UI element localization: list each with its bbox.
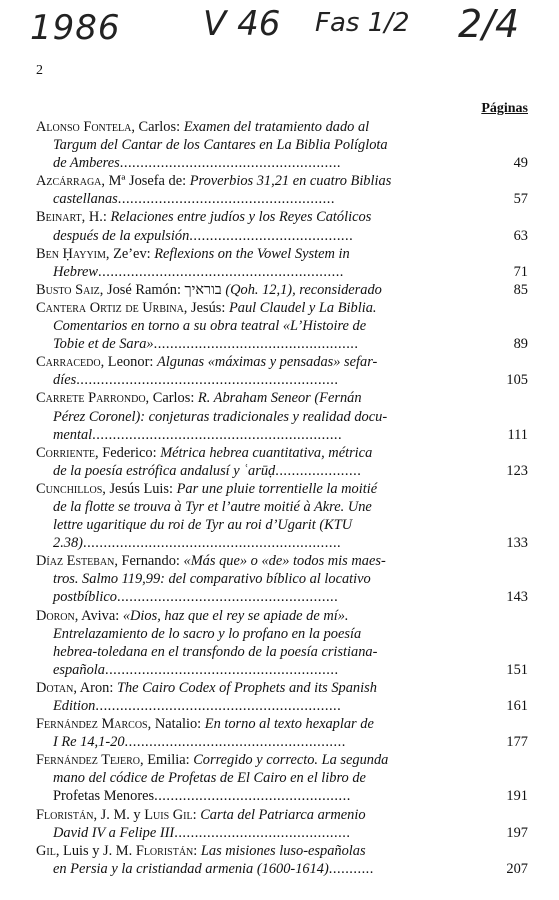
dot-leader: ........................................... [174,824,351,841]
toc-entry-line [36,245,484,263]
entry-title: «Más que» o «de» todos mis maes- [183,553,386,570]
entry-text: , Carlos: [131,119,184,135]
entry-title: de Amberes [53,155,120,172]
toc-entry [36,679,528,715]
entry-text: , Luis y J. M. [55,842,136,859]
toc-entry-line [36,498,484,516]
entry-page-number: 105 [506,372,528,389]
entry-text: , Aviva: [74,607,123,624]
toc-entry [36,208,528,244]
dot-leader: ..................................................... [117,191,335,208]
toc-entry-line [36,643,484,661]
toc-entry-line [36,426,484,444]
entry-title: The Cairo Codex of Prophets and its Spanish [116,679,377,696]
entry-author: Floristán [135,842,194,859]
toc-entry-line [36,787,484,805]
toc-entry-line [36,607,484,625]
toc-entry-line [36,661,484,679]
entry-title: I Re 14,1-20 [53,734,125,751]
entry-author: Alonso Fontela [36,119,132,135]
pages-column-header: Páginas [481,101,528,116]
entry-page-number: 111 [507,426,528,443]
handwritten-annotation [0,2,559,62]
toc-entry-line [36,136,484,154]
toc-entry [36,299,528,353]
dot-leader: ........... [328,860,374,877]
toc-entry-line [36,552,484,570]
entry-title: de la flotte se trouva à Tyr et l’autre moitié à Akre. Une [53,498,372,515]
toc-entry [36,715,528,751]
entry-author: Carracedo [36,354,101,371]
toc-entry-line [36,299,484,317]
toc-entry [36,281,528,299]
toc-entry-line [36,751,484,769]
entry-title: díes [53,372,77,389]
entry-author: Azcárraga [36,173,102,190]
dot-leader: ...................................................... [124,734,346,751]
handwritten-fraction: 2/4 [458,2,520,46]
entry-text: : [192,806,201,823]
entry-title: después de la expulsión [53,227,190,244]
entry-text: , Aron: [73,679,117,696]
toc-entry-line [36,769,484,787]
entry-text: Profetas Menores [53,788,155,805]
toc-entry [36,480,528,552]
toc-entry-line [36,534,484,552]
entry-title: mental [53,426,93,443]
entry-title: postbíblico [53,589,117,606]
toc-entry-line [36,353,484,371]
entry-title: lettre ugaritique du roi de Tyr au roi d’Ugarit (KTU [53,517,353,534]
toc-entry-line [36,824,484,842]
toc-entry-line [36,462,484,480]
toc-entry-line [36,625,484,643]
entry-page-number: 133 [506,535,528,552]
entry-text: , Natalio: [147,716,205,733]
handwritten-fascicle: Fas 1/2 [315,8,410,38]
entry-author: Doron [36,607,75,624]
dot-leader: ......................................................... [104,661,339,678]
entry-title: David IV a Felipe III [53,824,175,841]
entry-text: , J. M. y [93,806,145,823]
toc-entry-line [36,317,484,335]
entry-text: , Leonor: [100,354,157,371]
entry-text: , Emilia: [140,752,194,769]
entry-page-number: 143 [506,589,528,606]
entry-author: Cunchillos [36,480,103,497]
entry-title: Hebrew [53,263,99,280]
entry-title: Corregido y correcto. La segunda [193,752,389,769]
page-number: 2 [36,63,43,78]
toc-entry [36,353,528,389]
entry-title: Métrica hebrea cuantitativa, métrica [160,444,373,461]
entry-title: Paul Claudel y La Biblia. [228,299,377,316]
toc-entry [36,842,528,878]
toc-entry-line [36,697,484,715]
entry-title: Reflexions on the Vowel System in [154,245,350,262]
entry-title: Proverbios 31,21 en cuatro Biblias [189,173,392,190]
entry-page-number: 63 [513,227,528,244]
toc-entry-line [36,570,484,588]
entry-title: Algunas «máximas y pensadas» sefar- [156,354,378,371]
entry-author: Corriente [36,444,96,461]
entry-title: castellanas [53,191,118,208]
entry-text: , Jesús: [183,299,229,316]
entry-title: Carta del Patriarca armenio [200,806,366,823]
dot-leader: ............................................................... [82,535,342,552]
toc-entry-line [36,733,484,751]
handwritten-year: 1986 [30,8,121,48]
entry-text: , Carlos: [145,390,198,407]
toc-entry [36,118,528,172]
entry-page-number: 197 [506,824,528,841]
entry-author: Beinart [36,209,82,226]
entry-title: Pérez Coronel): conjeturas tradicionales y realidad docu- [53,408,388,425]
entry-author: Díaz Esteban [36,553,115,570]
entry-page-number: 85 [513,281,528,298]
entry-page-number: 89 [513,336,528,353]
dot-leader: ............................................................ [98,263,344,280]
toc-entry-line [36,208,484,226]
entry-title: en Persia y la cristiandad armenia (1600-1614) [53,860,329,877]
entry-title: R. Abraham Seneor (Fernán [197,390,362,407]
entry-title: Targum del Cantar de los Cantares en La Biblia Políglota [53,137,388,154]
toc-entry [36,552,528,606]
entry-title: 2.38) [53,535,83,552]
entry-text: , José Ramón: בוראיך [99,281,226,298]
entry-author: Ben Ḥayyim [36,245,106,262]
entry-text: , H.: [81,209,111,226]
dot-leader: ............................................................ [95,698,342,714]
toc-entry-line [36,154,484,172]
toc-entry-line [36,118,484,136]
entry-author: Cantera Ortiz de Urbina [36,299,184,316]
toc-entry-line [36,715,484,733]
entry-title: hebrea-toledana en el transfondo de la poesía cristiana- [53,643,378,660]
entry-title: Relaciones entre judíos y los Reyes Católicos [110,209,372,226]
toc-entry-line [36,335,484,353]
toc-entry-line [36,444,484,462]
toc-entry [36,607,528,679]
entry-page-number: 151 [506,661,528,678]
dot-leader: ...................................................... [119,155,342,172]
entry-author: Busto Saiz [36,281,100,298]
entry-title: mano del códice de Profetas de El Cairo en el libro de [53,770,366,787]
entry-author: Luis Gil [144,806,193,823]
entry-text: , Ze’ev: [105,245,155,262]
toc-entry-line [36,172,484,190]
toc-entry-line [36,516,484,534]
entry-title: Entrelazamiento de lo sacro y lo profano en la poesía [53,625,362,642]
toc-entry [36,172,528,208]
toc-entry-line [36,588,484,606]
entry-page-number: 191 [506,788,528,805]
toc-entry-line [36,408,484,426]
entry-title: Edition [53,698,96,714]
dot-leader: ...................................................... [116,589,339,606]
entry-title: Tobie et de Sara» [53,336,154,353]
toc-entry [36,389,528,443]
entry-page-number: 161 [506,698,528,714]
entry-page-number: 71 [513,263,528,280]
toc-entry-line [36,389,484,407]
entry-title: española [53,661,105,678]
entry-text: , Federico: [95,444,161,461]
entry-title: Examen del tratamiento dado al [183,119,370,135]
entry-title: Par une pluie torrentielle la moitié [176,480,378,497]
table-of-contents [36,118,528,878]
toc-entry-line [36,806,484,824]
entry-page-number: 207 [506,860,528,877]
entry-author: Fernández Tejero [36,752,141,769]
entry-text: , Fernando: [114,553,184,570]
entry-author: Fernández Marcos [36,716,148,733]
entry-page-number: 49 [513,155,528,172]
entry-title: Las misiones luso-españolas [200,842,366,859]
entry-title: Comentarios en torno a su obra teatral «L’Histoire de [53,318,367,335]
toc-entry-line [36,860,484,878]
toc-entry-line [36,371,484,389]
toc-entry-line [36,281,484,299]
toc-entry [36,806,528,842]
entry-title: En torno al texto hexaplar de [204,716,374,733]
entry-text: , Jesús Luis: [102,480,177,497]
toc-entry [36,245,528,281]
dot-leader: ................................................................ [76,372,339,389]
toc-entry [36,751,528,805]
entry-page-number: 123 [506,462,528,479]
toc-entry-line [36,679,484,697]
handwritten-volume: V 46 [203,4,281,44]
entry-author: Gil [36,842,56,859]
entry-text: , Mª Josefa de: [101,173,190,190]
entry-author: Carrete Parrondo [36,390,146,407]
toc-entry-line [36,227,484,245]
entry-title: (Qoh. 12,1), reconsiderado [225,281,382,298]
entry-text: : [193,842,201,859]
dot-leader: ................................................ [154,788,351,805]
toc-entry-line [36,190,484,208]
entry-page-number: 177 [506,734,528,751]
toc-entry-line [36,263,484,281]
dot-leader: ..................... [275,462,362,479]
dot-leader: ............................................................. [92,426,343,443]
entry-title: tros. Salmo 119,99: del comparativo bíblico al locativo [53,571,371,588]
dot-leader: ........................................ [189,227,354,244]
toc-entry-line [36,480,484,498]
entry-author: Dotan [36,679,74,696]
entry-title: «Dios, haz que el rey se apiade de mí». [122,607,349,624]
toc-entry [36,444,528,480]
entry-author: Floristán [36,806,94,823]
toc-entry-line [36,842,484,860]
entry-title: de la poesía estrófica andalusí y ʿarūḍ [53,462,276,479]
dot-leader: .................................................. [153,336,359,353]
entry-page-number: 57 [513,191,528,208]
